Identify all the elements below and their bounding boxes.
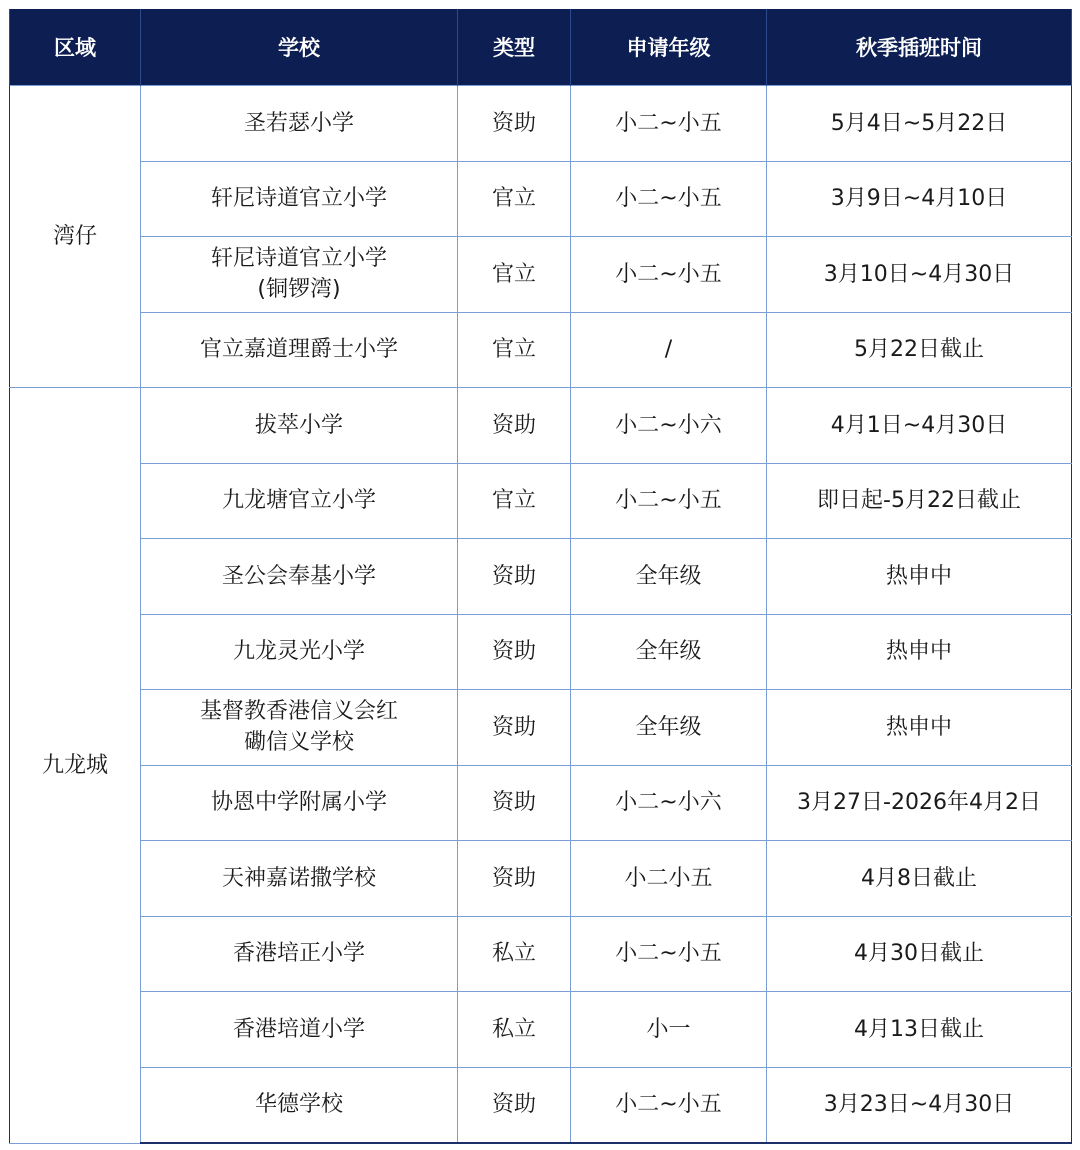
time-cell: 3月10日~4月30日 [767, 237, 1072, 313]
grade-cell: 小二~小五 [571, 463, 767, 539]
table-row [10, 614, 1072, 690]
school-name: 天神嘉诺撒学校 [221, 865, 376, 891]
school-name: 基督教香港信义会红 [199, 699, 398, 725]
school-admission-table-container [9, 9, 1071, 1144]
type-cell: 私立 [458, 916, 571, 992]
school-name: 香港培道小学 [232, 1016, 365, 1042]
grade-cell: / [571, 312, 767, 388]
grade-cell: 全年级 [571, 690, 767, 766]
type-cell: 资助 [458, 690, 571, 766]
type-cell: 资助 [458, 388, 571, 464]
time-cell: 3月9日~4月10日 [767, 161, 1072, 237]
grade-cell: 小二~小五 [571, 916, 767, 992]
header-region: 区域 [10, 9, 141, 86]
header-school: 学校 [141, 9, 458, 86]
table-row [10, 539, 1072, 615]
type-cell: 资助 [458, 841, 571, 917]
school-cell [141, 539, 458, 615]
table-row [10, 1067, 1072, 1143]
time-cell: 5月4日~5月22日 [767, 86, 1072, 162]
school-name-cont: 磡信义学校 [243, 730, 354, 756]
school-name: 拔萃小学 [254, 412, 343, 438]
time-cell: 4月30日截止 [767, 916, 1072, 992]
table-row [10, 388, 1072, 464]
school-name: 轩尼诗道官立小学 [210, 186, 387, 212]
grade-cell: 小二~小六 [571, 765, 767, 841]
school-cell [141, 614, 458, 690]
time-cell: 3月27日-2026年4月2日 [767, 765, 1072, 841]
table-row [10, 237, 1072, 313]
school-name: 轩尼诗道官立小学 [210, 246, 387, 272]
school-name: 九龙灵光小学 [232, 639, 365, 665]
header-grade: 申请年级 [571, 9, 767, 86]
school-name: 圣若瑟小学 [243, 110, 354, 136]
table-body [10, 86, 1072, 1144]
table-row [10, 916, 1072, 992]
table-row [10, 312, 1072, 388]
school-cell [141, 916, 458, 992]
table-row [10, 463, 1072, 539]
table-row [10, 86, 1072, 162]
school-name: 圣公会奉基小学 [221, 563, 376, 589]
grade-cell: 小二小五 [571, 841, 767, 917]
region-cell: 湾仔 [10, 86, 141, 388]
grade-cell: 小一 [571, 992, 767, 1068]
school-name: 香港培正小学 [232, 941, 365, 967]
grade-cell: 小二~小五 [571, 161, 767, 237]
school-cell [141, 237, 458, 313]
table-row [10, 161, 1072, 237]
type-cell: 私立 [458, 992, 571, 1068]
school-name: 九龙塘官立小学 [221, 488, 376, 514]
table-row [10, 841, 1072, 917]
school-cell [141, 161, 458, 237]
grade-cell: 全年级 [571, 539, 767, 615]
header-type: 类型 [458, 9, 571, 86]
time-cell: 热申中 [767, 539, 1072, 615]
school-cell [141, 312, 458, 388]
grade-cell: 小二~小五 [571, 86, 767, 162]
school-admission-table [9, 9, 1072, 1144]
grade-cell: 小二~小五 [571, 237, 767, 313]
school-name-branch: (铜锣湾) [257, 277, 341, 303]
school-cell [141, 86, 458, 162]
table-row [10, 992, 1072, 1068]
school-cell [141, 992, 458, 1068]
type-cell: 资助 [458, 1067, 571, 1143]
table-header-row [10, 9, 1072, 86]
type-cell: 资助 [458, 539, 571, 615]
time-cell: 3月23日~4月30日 [767, 1067, 1072, 1143]
region-cell: 九龙城 [10, 388, 141, 1144]
type-cell: 资助 [458, 86, 571, 162]
time-cell: 5月22日截止 [767, 312, 1072, 388]
table-row [10, 690, 1072, 766]
time-cell: 热申中 [767, 614, 1072, 690]
type-cell: 资助 [458, 614, 571, 690]
grade-cell: 小二~小五 [571, 1067, 767, 1143]
school-cell [141, 1067, 458, 1143]
type-cell: 官立 [458, 161, 571, 237]
school-cell [141, 388, 458, 464]
school-cell [141, 690, 458, 766]
time-cell: 即日起-5月22日截止 [767, 463, 1072, 539]
type-cell: 官立 [458, 312, 571, 388]
school-cell [141, 765, 458, 841]
school-name: 华德学校 [254, 1092, 343, 1118]
type-cell: 官立 [458, 237, 571, 313]
type-cell: 官立 [458, 463, 571, 539]
time-cell: 4月13日截止 [767, 992, 1072, 1068]
table-row [10, 765, 1072, 841]
time-cell: 4月8日截止 [767, 841, 1072, 917]
time-cell: 4月1日~4月30日 [767, 388, 1072, 464]
school-cell [141, 841, 458, 917]
school-name: 协恩中学附属小学 [210, 790, 387, 816]
grade-cell: 全年级 [571, 614, 767, 690]
school-name: 官立嘉道理爵士小学 [199, 337, 398, 363]
type-cell: 资助 [458, 765, 571, 841]
header-time: 秋季插班时间 [767, 9, 1072, 86]
time-cell: 热申中 [767, 690, 1072, 766]
grade-cell: 小二~小六 [571, 388, 767, 464]
school-cell [141, 463, 458, 539]
